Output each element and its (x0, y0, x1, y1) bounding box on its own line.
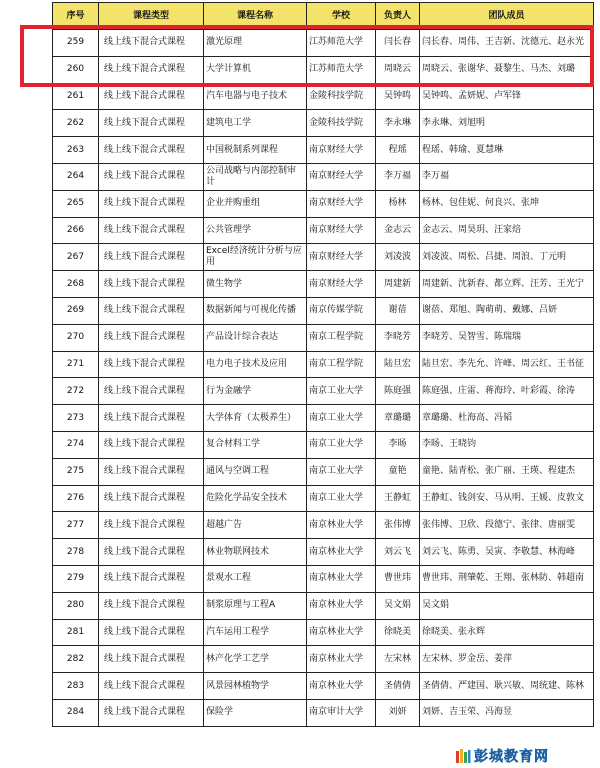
cell-school: 南京林业大学 (307, 565, 376, 592)
cell-index: 279 (53, 565, 99, 592)
cell-school: 金陵科技学院 (307, 110, 376, 137)
cell-course-name: 电力电子技术及应用 (204, 351, 307, 378)
cell-course-type: 线上线下混合式课程 (99, 378, 204, 405)
table-body (53, 30, 594, 727)
table-row (53, 592, 594, 619)
cell-index: 282 (53, 646, 99, 673)
table-row (53, 699, 594, 726)
header-course-type: 课程类型 (99, 3, 204, 30)
cell-course-type: 线上线下混合式课程 (99, 673, 204, 700)
cell-leader: 闫长春 (376, 30, 420, 57)
header-row (53, 3, 594, 30)
watermark-text: 彭城教育网 (474, 749, 549, 765)
cell-team: 章璐璐、杜海高、冯韬 (420, 405, 594, 432)
cell-leader: 章璐璐 (376, 405, 420, 432)
cell-school: 南京财经大学 (307, 137, 376, 164)
cell-leader: 刘凌波 (376, 244, 420, 271)
cell-leader: 周晓云 (376, 56, 420, 83)
cell-course-type: 线上线下混合式课程 (99, 512, 204, 539)
cell-team: 李永琳、刘旭明 (420, 110, 594, 137)
cell-course-name: 风景园林植物学 (204, 673, 307, 700)
table-row (53, 431, 594, 458)
table-row (53, 190, 594, 217)
table-row (53, 646, 594, 673)
cell-course-name: 公共管理学 (204, 217, 307, 244)
cell-team: 谢蓓、郑旭、陶萌萌、戴娜、吕妍 (420, 297, 594, 324)
cell-index: 284 (53, 699, 99, 726)
table-row (53, 217, 594, 244)
cell-course-type: 线上线下混合式课程 (99, 110, 204, 137)
cell-index: 261 (53, 83, 99, 110)
cell-leader: 谢蓓 (376, 297, 420, 324)
cell-index: 274 (53, 431, 99, 458)
cell-course-type: 线上线下混合式课程 (99, 619, 204, 646)
cell-leader: 王静虹 (376, 485, 420, 512)
cell-course-type: 线上线下混合式课程 (99, 699, 204, 726)
cell-team: 李晓芳、吴智雪、陈瑞瑞 (420, 324, 594, 351)
cell-school: 南京财经大学 (307, 217, 376, 244)
cell-school: 南京财经大学 (307, 271, 376, 298)
cell-leader: 吴钟鸣 (376, 83, 420, 110)
table-row (53, 56, 594, 83)
cell-leader: 刘云飞 (376, 539, 420, 566)
cell-index: 264 (53, 163, 99, 190)
cell-leader: 金志云 (376, 217, 420, 244)
cell-course-type: 线上线下混合式课程 (99, 271, 204, 298)
cell-course-type: 线上线下混合式课程 (99, 592, 204, 619)
cell-school: 南京财经大学 (307, 163, 376, 190)
cell-course-name: 企业并购重组 (204, 190, 307, 217)
cell-team: 曹世玮、荆肇乾、王翔、张林防、韩超南 (420, 565, 594, 592)
cell-course-type: 线上线下混合式课程 (99, 351, 204, 378)
cell-course-name: 中国税制系列课程 (204, 137, 307, 164)
cell-leader: 圣倩倩 (376, 673, 420, 700)
cell-course-type: 线上线下混合式课程 (99, 297, 204, 324)
cell-course-name: 林业物联网技术 (204, 539, 307, 566)
table-row (53, 485, 594, 512)
cell-course-name: Excel经济统计分析与应用 (204, 244, 307, 271)
cell-team: 刘妍、吉玉荣、冯海昱 (420, 699, 594, 726)
cell-team: 李万福 (420, 163, 594, 190)
table-row (53, 324, 594, 351)
cell-course-name: 汽车电器与电子技术 (204, 83, 307, 110)
cell-course-name: 林产化学工艺学 (204, 646, 307, 673)
cell-course-type: 线上线下混合式课程 (99, 217, 204, 244)
cell-school: 南京传媒学院 (307, 297, 376, 324)
cell-index: 270 (53, 324, 99, 351)
cell-team: 周晓云、张谢华、聂黎生、马杰、刘璐 (420, 56, 594, 83)
cell-course-name: 危险化学品安全技术 (204, 485, 307, 512)
cell-school: 南京工业大学 (307, 431, 376, 458)
cell-course-name: 通风与空调工程 (204, 458, 307, 485)
cell-index: 259 (53, 30, 99, 57)
table-row (53, 458, 594, 485)
cell-index: 277 (53, 512, 99, 539)
cell-index: 275 (53, 458, 99, 485)
cell-course-type: 线上线下混合式课程 (99, 539, 204, 566)
cell-course-name: 超越广告 (204, 512, 307, 539)
cell-leader: 李万福 (376, 163, 420, 190)
table-row (53, 351, 594, 378)
cell-course-name: 大学体育（太极养生） (204, 405, 307, 432)
cell-leader: 陈庭强 (376, 378, 420, 405)
cell-team: 王静虹、钱剑安、马从明、王媛、皮敦文 (420, 485, 594, 512)
header-course-name: 课程名称 (204, 3, 307, 30)
cell-index: 263 (53, 137, 99, 164)
book-logo-icon (455, 748, 471, 764)
cell-course-name: 激光原理 (204, 30, 307, 57)
cell-course-name: 大学计算机 (204, 56, 307, 83)
cell-school: 南京工程学院 (307, 324, 376, 351)
table-row (53, 137, 594, 164)
cell-index: 271 (53, 351, 99, 378)
cell-leader: 陆旦宏 (376, 351, 420, 378)
cell-index: 260 (53, 56, 99, 83)
cell-course-name: 制浆原理与工程A (204, 592, 307, 619)
cell-school: 南京林业大学 (307, 592, 376, 619)
cell-team: 左宋林、罗金岳、姜萍 (420, 646, 594, 673)
cell-leader: 杨林 (376, 190, 420, 217)
cell-index: 281 (53, 619, 99, 646)
cell-team: 圣倩倩、严建国、耿兴敏、周统建、陈林 (420, 673, 594, 700)
cell-course-type: 线上线下混合式课程 (99, 244, 204, 271)
cell-course-type: 线上线下混合式课程 (99, 431, 204, 458)
cell-index: 268 (53, 271, 99, 298)
cell-index: 273 (53, 405, 99, 432)
cell-course-name: 公司战略与内部控制审计 (204, 163, 307, 190)
cell-course-type: 线上线下混合式课程 (99, 565, 204, 592)
cell-school: 金陵科技学院 (307, 83, 376, 110)
cell-school: 南京工业大学 (307, 378, 376, 405)
cell-school: 南京审计大学 (307, 699, 376, 726)
cell-course-type: 线上线下混合式课程 (99, 646, 204, 673)
cell-leader: 童艳 (376, 458, 420, 485)
cell-course-type: 线上线下混合式课程 (99, 405, 204, 432)
table-row (53, 405, 594, 432)
header-team: 团队成员 (420, 3, 594, 30)
header-leader: 负责人 (376, 3, 420, 30)
table-row (53, 539, 594, 566)
cell-course-type: 线上线下混合式课程 (99, 30, 204, 57)
cell-school: 南京林业大学 (307, 512, 376, 539)
cell-leader: 李旸 (376, 431, 420, 458)
cell-team: 童艳、陆青松、张广丽、王瑛、程建杰 (420, 458, 594, 485)
cell-course-type: 线上线下混合式课程 (99, 458, 204, 485)
cell-leader: 左宋林 (376, 646, 420, 673)
table-row (53, 619, 594, 646)
cell-course-name: 微生物学 (204, 271, 307, 298)
cell-leader: 曹世玮 (376, 565, 420, 592)
cell-school: 南京林业大学 (307, 539, 376, 566)
cell-team: 程瑶、韩瑜、夏慧琳 (420, 137, 594, 164)
cell-team: 金志云、周昊玥、汪家焙 (420, 217, 594, 244)
cell-index: 269 (53, 297, 99, 324)
table-row (53, 378, 594, 405)
cell-leader: 吴文娟 (376, 592, 420, 619)
cell-course-type: 线上线下混合式课程 (99, 83, 204, 110)
table-row (53, 673, 594, 700)
table-row (53, 244, 594, 271)
table-row (53, 512, 594, 539)
cell-index: 272 (53, 378, 99, 405)
cell-leader: 李永琳 (376, 110, 420, 137)
cell-index: 280 (53, 592, 99, 619)
table-row (53, 297, 594, 324)
cell-team: 陆旦宏、李先允、许峰、周云红、王书征 (420, 351, 594, 378)
table-header (53, 3, 594, 30)
cell-course-type: 线上线下混合式课程 (99, 324, 204, 351)
table-row (53, 163, 594, 190)
cell-leader: 程瑶 (376, 137, 420, 164)
cell-course-name: 行为金融学 (204, 378, 307, 405)
cell-team: 刘凌波、周松、吕捷、周浪、丁元明 (420, 244, 594, 271)
cell-leader: 李晓芳 (376, 324, 420, 351)
cell-school: 江苏师范大学 (307, 56, 376, 83)
cell-course-name: 建筑电工学 (204, 110, 307, 137)
table-row (53, 110, 594, 137)
watermark (455, 746, 549, 766)
table-row (53, 30, 594, 57)
table-row (53, 271, 594, 298)
cell-team: 陈庭强、庄雷、蒋海玲、叶彩霞、徐涛 (420, 378, 594, 405)
cell-school: 南京工业大学 (307, 485, 376, 512)
cell-school: 南京林业大学 (307, 619, 376, 646)
table-row (53, 83, 594, 110)
cell-index: 276 (53, 485, 99, 512)
cell-course-type: 线上线下混合式课程 (99, 190, 204, 217)
header-index: 序号 (53, 3, 99, 30)
cell-course-name: 复合材料工学 (204, 431, 307, 458)
cell-index: 266 (53, 217, 99, 244)
cell-team: 李旸、王晓钧 (420, 431, 594, 458)
cell-school: 南京林业大学 (307, 673, 376, 700)
cell-course-type: 线上线下混合式课程 (99, 163, 204, 190)
cell-course-name: 产品设计综合表达 (204, 324, 307, 351)
cell-leader: 张伟博 (376, 512, 420, 539)
cell-course-name: 景观水工程 (204, 565, 307, 592)
cell-team: 张伟博、卫欣、段德宁、张律、唐丽雯 (420, 512, 594, 539)
cell-leader: 徐晓美 (376, 619, 420, 646)
table-row (53, 565, 594, 592)
header-school: 学校 (307, 3, 376, 30)
cell-index: 265 (53, 190, 99, 217)
cell-team: 吴钟鸣、孟妍妮、卢军锋 (420, 83, 594, 110)
cell-team: 闫长春、周伟、王吉新、沈德元、赵永光 (420, 30, 594, 57)
cell-leader: 刘妍 (376, 699, 420, 726)
cell-team: 周建新、沈新春、都立辉、汪芳、王光宁 (420, 271, 594, 298)
cell-index: 283 (53, 673, 99, 700)
cell-index: 267 (53, 244, 99, 271)
cell-school: 南京财经大学 (307, 244, 376, 271)
cell-team: 刘云飞、陈勇、吴寅、李敬慧、林海峰 (420, 539, 594, 566)
cell-course-type: 线上线下混合式课程 (99, 485, 204, 512)
cell-course-name: 数据新闻与可视化传播 (204, 297, 307, 324)
course-table (52, 2, 594, 727)
cell-school: 南京工业大学 (307, 458, 376, 485)
cell-course-name: 汽车运用工程学 (204, 619, 307, 646)
cell-team: 吴文娟 (420, 592, 594, 619)
cell-school: 南京工业大学 (307, 405, 376, 432)
cell-school: 南京工程学院 (307, 351, 376, 378)
cell-school: 南京财经大学 (307, 190, 376, 217)
cell-course-type: 线上线下混合式课程 (99, 137, 204, 164)
cell-course-name: 保险学 (204, 699, 307, 726)
cell-school: 南京林业大学 (307, 646, 376, 673)
cell-index: 262 (53, 110, 99, 137)
cell-index: 278 (53, 539, 99, 566)
cell-leader: 周建新 (376, 271, 420, 298)
cell-team: 杨林、包佳妮、何良兴、张坤 (420, 190, 594, 217)
cell-course-type: 线上线下混合式课程 (99, 56, 204, 83)
cell-school: 江苏师范大学 (307, 30, 376, 57)
cell-team: 徐晓美、张永辉 (420, 619, 594, 646)
